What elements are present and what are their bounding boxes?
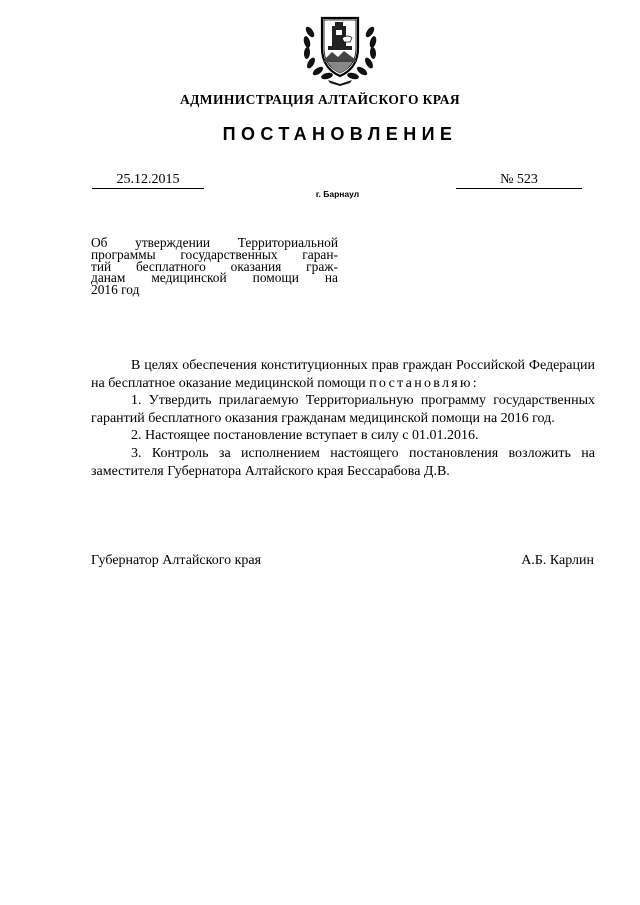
signatory-name: А.Б. Карлин [521, 553, 594, 568]
subject-line: 2016 год [91, 282, 140, 298]
preamble-paragraph [91, 357, 595, 392]
resolve-word: постановляю: [369, 375, 479, 391]
signatory-title: Губернатор Алтайского края [91, 553, 262, 568]
subject-line: программы государственных гаран- [91, 246, 338, 262]
resolution-item-1: 1. Утвердить прилагаемую Территориальную программу государственных гарантий бесплатного оказания гражданам медицинской помощи на 2016 год. [91, 393, 595, 426]
document-subject [91, 237, 338, 296]
resolution-item-3: 3. Контроль за исполнением настоящего постановления возложить на заместителя Губернатора Алтайского края Бессарабова Д.В. [91, 445, 595, 479]
document-number: № 523 [456, 173, 582, 189]
subject-line: тий бесплатного оказания граж- [91, 258, 338, 274]
resolution-item-2: 2. Настоящее постановление вступает в силу с 01.01.2016. [131, 428, 479, 444]
altai-krai-coat-of-arms-icon [298, 12, 382, 86]
document-date: 25.12.2015 [92, 173, 204, 189]
document-city: г. Барнаул [315, 189, 360, 199]
subject-line: данам медицинской помощи на [91, 270, 338, 286]
preamble-text: В целях обеспечения конституционных прав граждан Российской Федерации на бесплатное оказание медицинской помощи [91, 358, 595, 391]
document-type-title: ПОСТАНОВЛЕНИЕ [222, 124, 458, 144]
document-body [91, 357, 595, 480]
organization-name: АДМИНИСТРАЦИЯ АЛТАЙСКОГО КРАЯ [179, 92, 461, 107]
subject-line: Об утверждении Территориальной [91, 235, 338, 250]
